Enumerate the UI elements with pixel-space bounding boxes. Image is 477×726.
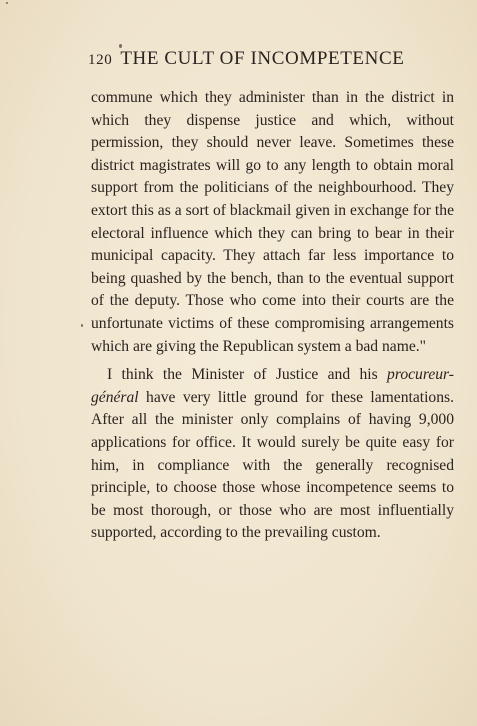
ink-speck [6,2,8,4]
paragraph: commune which they administer than in the district in which they dispense justice and which, without permission, they should never leave. Sometimes these district magistrates will go to any length to obtain moral support from the politicians of the neighbourhood. They extort this as a sort of blackmail given in exchange for the electoral influence which they can bring to bear in their municipal capacity. They attach far less importance to being quashed by the bench, than to the eventual support of the deputy. Those who come into their courts are the unfortunate victims of these compromising arrangements which are giving the Republican system a bad name." [91,89,454,355]
body-text [91,87,454,545]
running-header [88,48,456,72]
italic-term: procureur-général [91,366,454,406]
page-number: 120 [88,52,113,68]
running-title: THE CULT OF INCOMPETENCE [120,48,405,69]
paragraph [91,364,454,545]
ink-speck [81,324,83,327]
paragraph-text: have very little ground for these lamentations. After all the minister only complains of having 9,000 applications for office. It would surely be quite easy for him, in compliance with the generally recognised principle, to choose those whose incompetence seems to be most thorough, or those who are most influentially supported, according to the prevailing custom. [91,388,454,542]
paragraph-text: I think the Minister of Justice and his [107,366,388,384]
